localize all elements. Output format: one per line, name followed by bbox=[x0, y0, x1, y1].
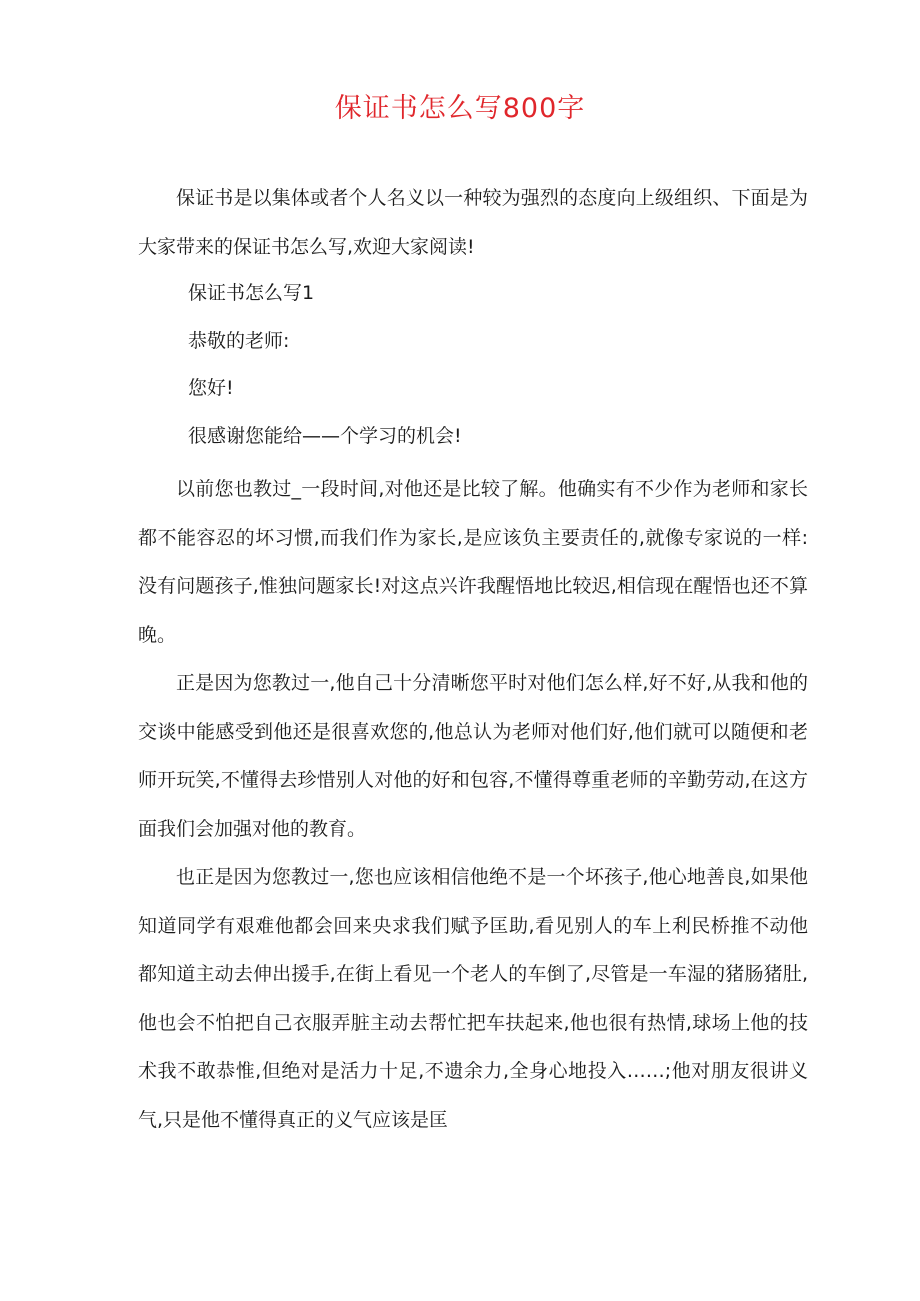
intro-paragraph: 保证书是以集体或者个人名义以一种较为强烈的态度向上级组织、下面是为大家带来的保证书怎么写,欢迎大家阅读! bbox=[138, 187, 808, 258]
thanks-line: 很感谢您能给——个学习的机会! bbox=[188, 425, 462, 447]
body-paragraph: 也正是因为您教过一,您也应该相信他绝不是一个坏孩子,他心地善良,如果他知道同学有艰难他都会回来央求我们赋予匡助,看见别人的车上利民桥推不动他都知道主动去伸出援手,在街上看见一个老人的车倒了,尽管是一车湿的猪肠猪肚,他也会不怕把自己衣服弄脏主动去帮忙把车扶起来,他也很有热情,球场上他的技术我不敢恭惟,但绝对是活力十足,不遗余力,全身心地投入……;他对朋友很讲义气,只是他不懂得真正的义气应该是匡 bbox=[138, 866, 808, 1131]
body-paragraph: 以前您也教过_一段时间,对他还是比较了解。他确实有不少作为老师和家长都不能容忍的坏习惯,而我们作为家长,是应该负主要责任的,就像专家说的一样:没有问题孩子,惟独问题家长!对这点兴许我醒悟地比较迟,相信现在醒悟也还不算晚。 bbox=[138, 478, 808, 646]
greeting: 您好! bbox=[188, 377, 234, 399]
salutation: 恭敬的老师: bbox=[188, 330, 290, 352]
section-heading: 保证书怎么写1 bbox=[188, 282, 315, 304]
body-paragraph: 正是因为您教过一,他自己十分清晰您平时对他们怎么样,好不好,从我和他的交谈中能感受到他还是很喜欢您的,他总认为老师对他们好,他们就可以随便和老师开玩笑,不懂得去珍惜别人对他的好和包容,不懂得尊重老师的辛勤劳动,在这方面我们会加强对他的教育。 bbox=[138, 672, 808, 840]
document-title: 保证书怎么写800字 bbox=[334, 93, 586, 124]
